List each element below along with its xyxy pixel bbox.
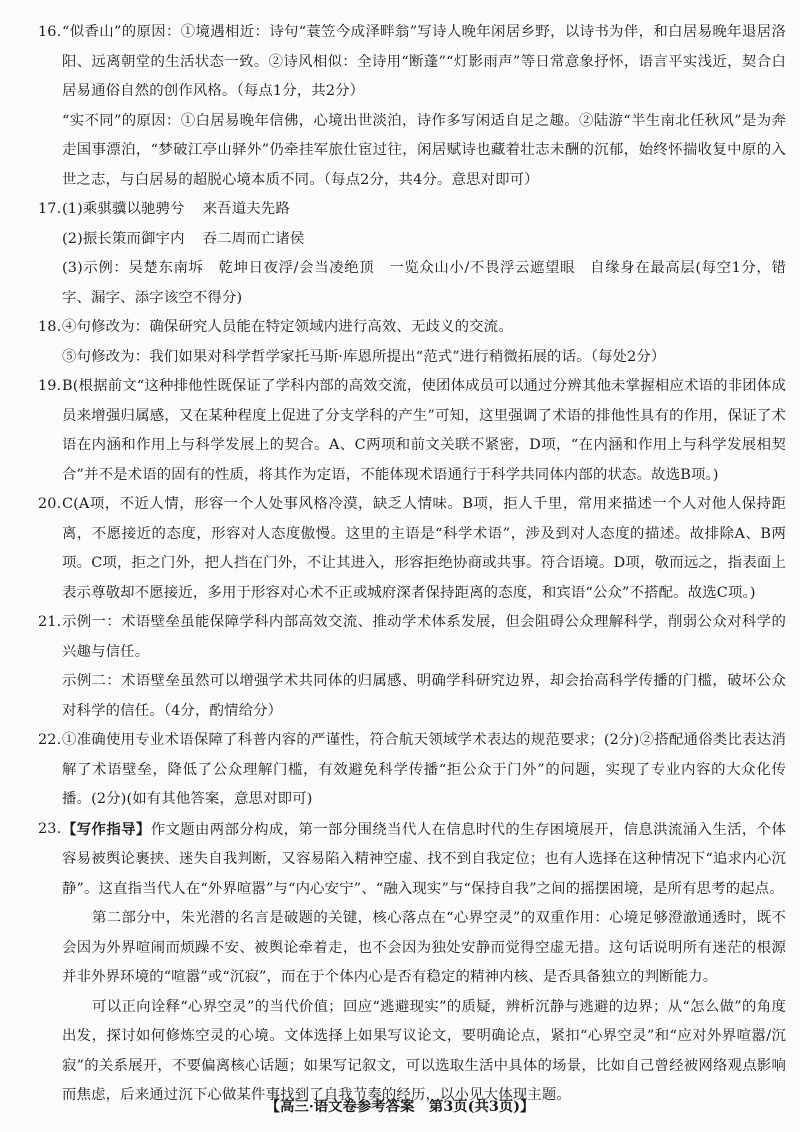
answer-18 [38, 313, 786, 372]
question-number: 22. [38, 732, 62, 748]
answer-paragraph: 示例一：术语壁垒虽能保障学科内部高效交流、推动学术体系发展，但会阻碍公众理解科学，削弱公众对科学的兴趣与信任。 [62, 614, 786, 660]
page-footer: 【高三·语文卷参考答案 第3页(共3页)】 [265, 1098, 535, 1115]
answer-paragraph: (3)示例：吴楚东南坼 乾坤日夜浮/会当凌绝顶 一览众山小/不畏浮云遮望眼 自缘身在最高层(每空1分，错字、漏字、添字该空不得分) [62, 260, 786, 306]
answer-paragraph: C(A项，不近人情，形容一个人处事风格冷漠，缺乏人情味。B项，拒人千里，常用来描述一个人对他人保持距离，不愿接近的态度，形容对人态度傲慢。这里的主语是“科学术语”，涉及到对人态度的描述。故排除A、B两项。C项，拒之门外，把人挡在门外，不让其进入，形容拒绝协商或共事。符合语境。D项，敬而远之，指表面上表示尊敬却不愿接近，多用于形容对心术不正或城府深者保持距离的态度，和宾语“公众”不搭配。故选C项。) [62, 496, 786, 601]
answer-19 [38, 372, 786, 490]
answer-paragraph: B(根据前文“这种排他性既保证了学科内部的高效交流，使团体成员可以通过分辨其他未掌握相应术语的非团体成员来增强归属感，又在某种程度上促进了分支学科的产生”可知，这里强调了术语的排他性具有的作用，保证了术语在内涵和作用上与科学发展上的契合。A、C两项和前文关联不紧密，D项，“在内涵和作用上与科学发展相契合”并不是术语的固有的性质，将其作为定语，不能体现术语通行于科学共同体内部的状态。故选B项。) [62, 378, 786, 483]
question-number: 21. [38, 614, 62, 630]
question-number: 16. [38, 24, 62, 40]
answer-line [62, 225, 786, 255]
answer-line [62, 195, 786, 225]
question-number: 19. [38, 378, 62, 394]
answer-blank: 来吾道夫先路 [202, 201, 290, 217]
answer-paragraph: ①准确使用专业术语保障了科普内容的严谨性，符合航天领域学术表达的规范要求；(2分)②搭配通俗类比表达消解了术语壁垒，降低了公众理解门槛，有效避免科学传播“拒公众于门外”的问题，实现了专业内容的大众化传播。(2分)(如有其他答案，意思对即可) [62, 732, 786, 807]
answer-paragraph: “似香山”的原因：①境遇相近：诗句“蓑笠今成泽畔翁”写诗人晚年闲居乡野，以诗书为伴，和白居易晚年退居洛阳、远离朝堂的生活状态一致。②诗风相似：全诗用“断蓬”“灯影雨声”等日常意象抒怀，语言平实浅近，契合白居易通俗自然的创作风格。（每点1分，共2分） [62, 24, 786, 99]
answer-20 [38, 490, 786, 608]
answer-paragraph: “实不同”的原因：①白居易晚年信佛，心境出世淡泊，诗作多写闲适自足之趣。②陆游“半生南北任秋风”是为奔走国事漂泊，“梦破江亭山驿外”仍牵挂军旅仕宦过往，闲居赋诗也藏着壮志未酬的沉郁，始终怀揣收复中原的入世之志，与白居易的超脱心境本质不同。（每点2分，共4分。意思对即可） [62, 112, 786, 188]
question-number: 20. [38, 496, 62, 512]
answer-22 [38, 726, 786, 815]
writing-guide-label: 【写作指导】 [62, 820, 151, 838]
question-number: 17. [38, 201, 62, 217]
question-number: 23. [38, 820, 62, 837]
answer-paragraph: 第二部分中，朱光潜的名言是破题的关键，核心落点在“心界空灵”的双重作用：心境足够澄澈通透时，既不会因为外界喧闹而烦躁不安、被舆论牵着走，也不会因为独处安静而觉得空虚无措。这句话说明所有迷茫的根源并非外界环境的“喧嚣”或“沉寂”，而在于个体内心是否有稳定的精神内核、是否具备独立的判断能力。 [62, 910, 786, 985]
answer-blank: (1)乘骐骥以驰骋兮 [62, 201, 185, 217]
answer-21 [38, 608, 786, 726]
answer-paragraph: ④句修改为：确保研究人员能在特定领域内进行高效、无歧义的交流。 [62, 319, 513, 335]
answer-paragraph [62, 815, 786, 905]
answer-blank: (2)振长策而御宇内 [62, 230, 185, 247]
answer-paragraph: 可以正向诠释“心界空灵”的当代价值；回应“逃避现实”的质疑，辨析沉静与逃避的边界；从“怎么做”的角度出发，探讨如何修炼空灵的心境。文体选择上如果写议论文，要明确论点，紧扣“心界空灵”和“应对外界喧嚣/沉寂”的关系展开，不要偏离核心话题；如果写记叙文，可以选取生活中具体的场景，比如自己曾经被网络观点影响而焦虑，后来通过沉下心做某件事找到了自我节奏的经历，以小见大体现主题。 [62, 998, 786, 1103]
answer-paragraph: ⑤句修改为：我们如果对科学哲学家托马斯·库恩所提出“范式”进行稍微拓展的话。（每处2分） [62, 348, 666, 365]
answer-paragraph: 示例二：术语壁垒虽然可以增强学术共同体的归属感、明确学科研究边界，却会抬高科学传播的门槛，破坏公众对科学的信任。（4分，酌情给分） [62, 673, 786, 719]
answer-paragraph-text: 作文题由两部分构成，第一部分围绕当代人在信息时代的生存困境展开，信息洪流涌入生活，个体容易被舆论裹挟、迷失自我判断，又容易陷入精神空虚、找不到自我定位；也有人选择在这种情况下“追求内心沉静”。这直指当代人在“外界喧嚣”与“内心安宁”、“融入现实”与“保持自我”之间的摇摆困境，是所有思考的起点。 [62, 821, 786, 897]
answer-23 [38, 815, 786, 1111]
question-number: 18. [38, 319, 62, 335]
answer-content [38, 18, 786, 1111]
answer-blank: 吞二周而亡诸侯 [202, 230, 305, 247]
answer-16 [38, 18, 786, 195]
answer-17 [38, 195, 786, 313]
